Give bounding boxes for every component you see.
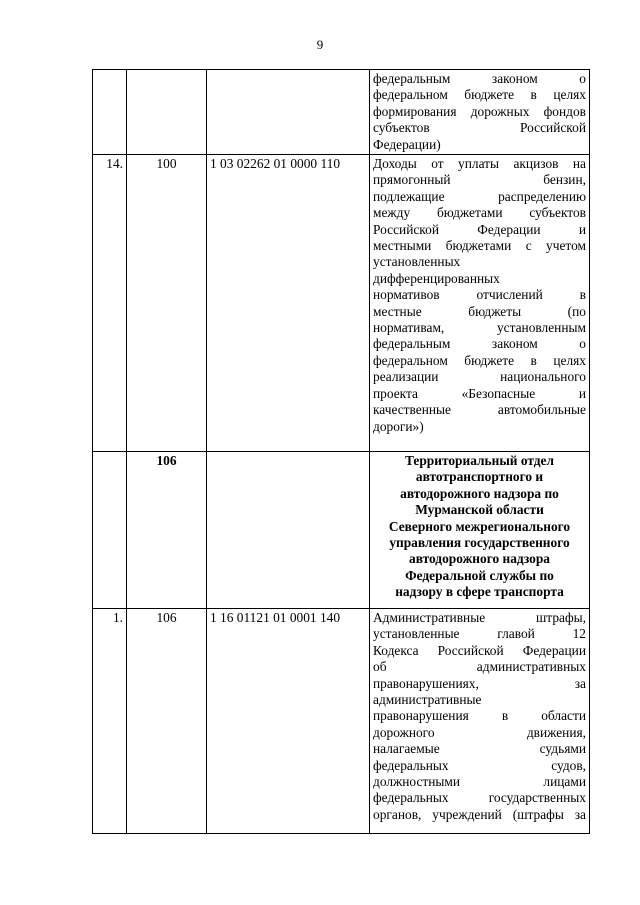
- page-number: 9: [316, 37, 324, 52]
- description-line: правонарушения в области: [373, 708, 586, 724]
- description-line: федеральном бюджете в целях: [373, 87, 586, 103]
- row-number: [93, 452, 127, 609]
- description-line: Федерации): [373, 136, 441, 152]
- heading-line: Северного межрегионального: [388, 518, 571, 534]
- heading-line: автодорожного надзора по: [400, 485, 559, 501]
- budget-classification-code: 1 16 01121 01 0001 140: [207, 609, 370, 834]
- heading-line: надзору в сфере транспорта: [395, 584, 564, 600]
- admin-code: 100: [127, 155, 207, 452]
- description-line: субъектов Российской: [373, 120, 586, 136]
- description-line: дорожного движения,: [373, 724, 586, 740]
- admin-code: [127, 70, 207, 155]
- description-line: местные бюджеты (по: [373, 303, 586, 319]
- budget-classification-code: [207, 452, 370, 609]
- row-number: 14.: [93, 155, 127, 452]
- table-row: [93, 609, 590, 834]
- description-line: административные: [373, 692, 482, 708]
- description-line: проекта «Безопасные и: [373, 385, 586, 401]
- administrator-heading: [370, 452, 590, 609]
- table-row: [93, 70, 590, 155]
- description-line: Административные штрафы,: [373, 610, 586, 625]
- description-line: федеральным законом о: [373, 71, 586, 86]
- description-line: установленные главой 12: [373, 626, 586, 642]
- description-line: местными бюджетами с учетом: [373, 238, 586, 254]
- table-row: [93, 452, 590, 609]
- description-line: прямогонный бензин,: [373, 172, 586, 188]
- heading-line: Мурманской области: [415, 502, 544, 518]
- description-line: дороги»): [373, 418, 424, 434]
- description-line: установленных: [373, 254, 461, 270]
- description-line: налагаемые судьями: [373, 741, 586, 757]
- heading-line: автотранспортного и: [415, 469, 544, 485]
- description-line: нормативам, установленным: [373, 320, 586, 336]
- row-number: 1.: [93, 609, 127, 834]
- description-line: дифференцированных: [373, 270, 500, 286]
- description-line: формирования дорожных фондов: [373, 103, 586, 119]
- description-line: должностными лицами: [373, 774, 586, 790]
- description-line: Доходы от уплаты акцизов на: [373, 156, 586, 171]
- heading-line: автодорожного надзора: [409, 551, 550, 567]
- budget-classification-code: 1 03 02262 01 0000 110: [207, 155, 370, 452]
- heading-line: Федеральной службы по: [405, 567, 554, 583]
- table-row: [93, 155, 590, 452]
- heading-line: управления государственного: [389, 535, 570, 551]
- description-line: качественные автомобильные: [373, 402, 586, 418]
- description-line: Российской Федерации и: [373, 221, 586, 237]
- heading-line: Территориальный отдел: [404, 453, 555, 468]
- admin-code: 106: [127, 609, 207, 834]
- description-line: подлежащие распределению: [373, 188, 586, 204]
- description-line: Кодекса Российской Федерации: [373, 642, 586, 658]
- description-line: правонарушениях, за: [373, 675, 586, 691]
- income-description: [370, 155, 590, 452]
- admin-code: 106: [127, 452, 207, 609]
- description-line: реализации национального: [373, 369, 586, 385]
- description-line: федеральном бюджете в целях: [373, 352, 586, 368]
- budget-classification-code: [207, 70, 370, 155]
- description-line: федеральных судов,: [373, 757, 586, 773]
- income-description: [370, 609, 590, 834]
- income-description: [370, 70, 590, 155]
- description-line: федеральным законом о: [373, 336, 586, 352]
- description-line: органов, учреждений (штрафы за: [373, 806, 586, 822]
- description-line: об административных: [373, 659, 586, 675]
- revenue-table: [92, 69, 590, 834]
- description-line: между бюджетами субъектов: [373, 205, 586, 221]
- description-line: федеральных государственных: [373, 790, 586, 806]
- description-line: нормативов отчислений в: [373, 287, 586, 303]
- row-number: [93, 70, 127, 155]
